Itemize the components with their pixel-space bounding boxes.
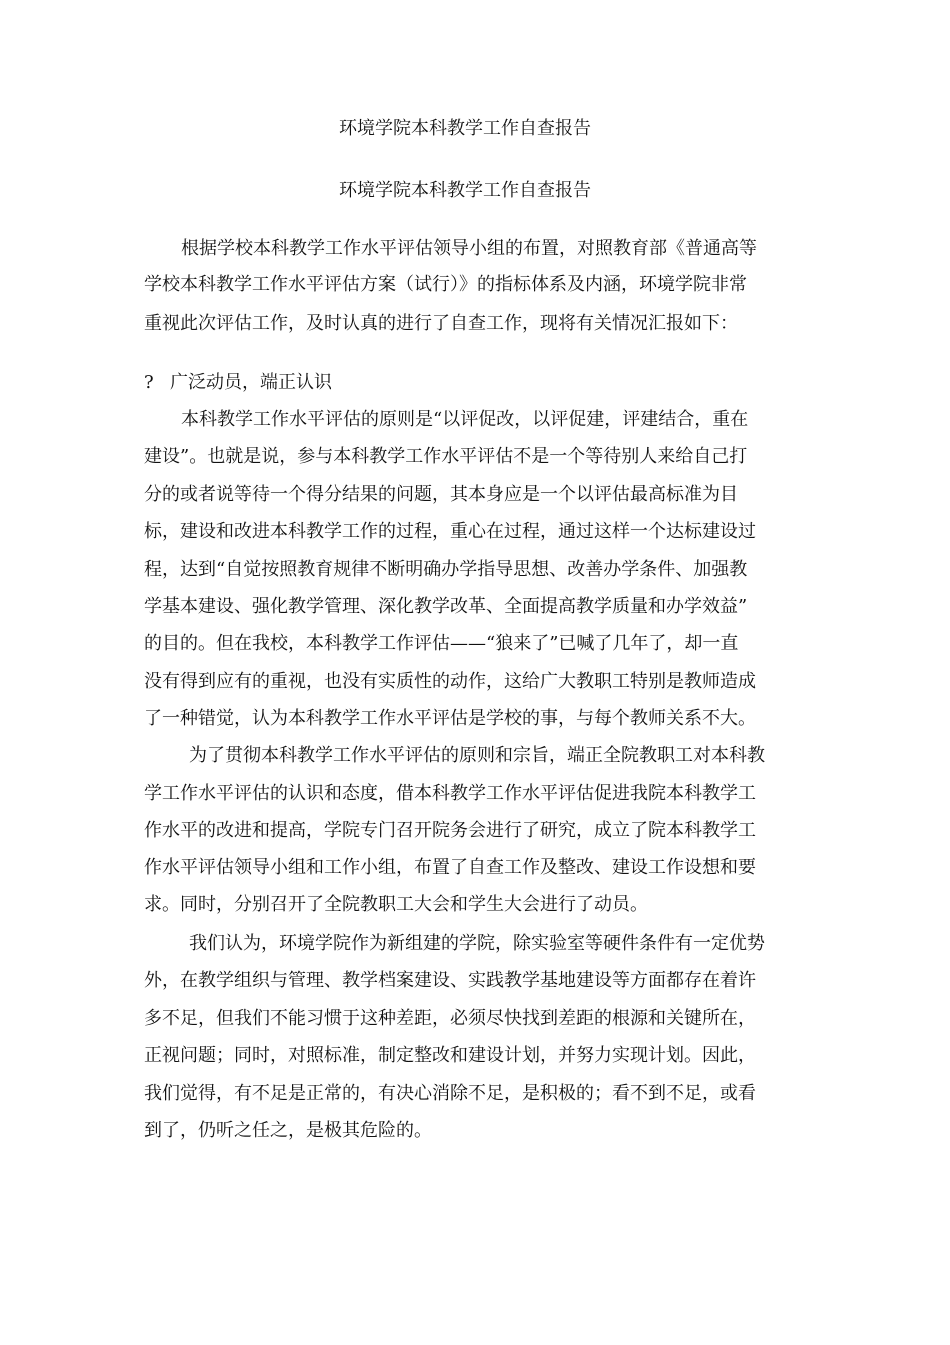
document-title: 环境学院本科教学工作自查报告 [339, 118, 591, 139]
paragraph-line: 我们认为，环境学院作为新组建的学院，除实验室等硬件条件有一定优势 [189, 933, 765, 954]
intro-line: 根据学校本科教学工作水平评估领导小组的布置，对照教育部《普通高等 [181, 238, 757, 259]
paragraph-line: 分的或者说等待一个得分结果的问题，其本身应是一个以评估最高标准为目 [144, 484, 738, 505]
paragraph-line: 正视问题；同时，对照标准，制定整改和建设计划，并努力实现计划。因此， [144, 1045, 756, 1066]
intro-line: 重视此次评估工作，及时认真的进行了自查工作，现将有关情况汇报如下： [144, 313, 738, 334]
paragraph-line: 作水平评估领导小组和工作小组，布置了自查工作及整改、建设工作设想和要 [144, 857, 756, 878]
paragraph-line: 建设”。也就是说，参与本科教学工作水平评估不是一个等待别人来给自己打 [144, 446, 748, 467]
paragraph-line: 为了贯彻本科教学工作水平评估的原则和宗旨，端正全院教职工对本科教 [189, 745, 765, 766]
section-heading-text: 广泛动员，端正认识 [170, 372, 332, 393]
section-bullet: ? [144, 372, 154, 393]
paragraph-line: 了一种错觉，认为本科教学工作水平评估是学校的事，与每个教师关系不大。 [144, 708, 756, 729]
paragraph-line: 的目的。但在我校，本科教学工作评估——“狼来了”已喊了几年了，却一直 [144, 633, 739, 654]
paragraph-line: 本科教学工作水平评估的原则是“以评促改，以评促建，评建结合，重在 [181, 409, 749, 430]
paragraph-line: 到了，仍听之任之，是极其危险的。 [144, 1120, 432, 1141]
paragraph-line: 程，达到“自觉按照教育规律不断明确办学指导思想、改善办学条件、加强教 [144, 559, 748, 580]
paragraph-line: 没有得到应有的重视，也没有实质性的动作，这给广大教职工特别是教师造成 [144, 671, 756, 692]
paragraph-line: 作水平的改进和提高，学院专门召开院务会进行了研究，成立了院本科教学工 [144, 820, 756, 841]
paragraph-line: 多不足，但我们不能习惯于这种差距，必须尽快找到差距的根源和关键所在， [144, 1008, 756, 1029]
paragraph-line: 学工作水平评估的认识和态度，借本科教学工作水平评估促进我院本科教学工 [144, 783, 756, 804]
paragraph-line: 标，建设和改进本科教学工作的过程，重心在过程，通过这样一个达标建设过 [144, 521, 756, 542]
paragraph-line: 外，在教学组织与管理、教学档案建设、实践教学基地建设等方面都存在着许 [144, 970, 756, 991]
paragraph-line: 学基本建设、强化教学管理、深化教学改革、全面提高教学质量和办学效益” [144, 596, 748, 617]
paragraph-line: 我们觉得，有不足是正常的，有决心消除不足，是积极的；看不到不足，或看 [144, 1083, 756, 1104]
section-heading [144, 371, 332, 395]
intro-line: 学校本科教学工作水平评估方案（试行）》的指标体系及内涵，环境学院非常 [144, 274, 747, 295]
paragraph-line: 求。同时，分别召开了全院教职工大会和学生大会进行了动员。 [144, 894, 648, 915]
document-subtitle: 环境学院本科教学工作自查报告 [339, 180, 591, 201]
